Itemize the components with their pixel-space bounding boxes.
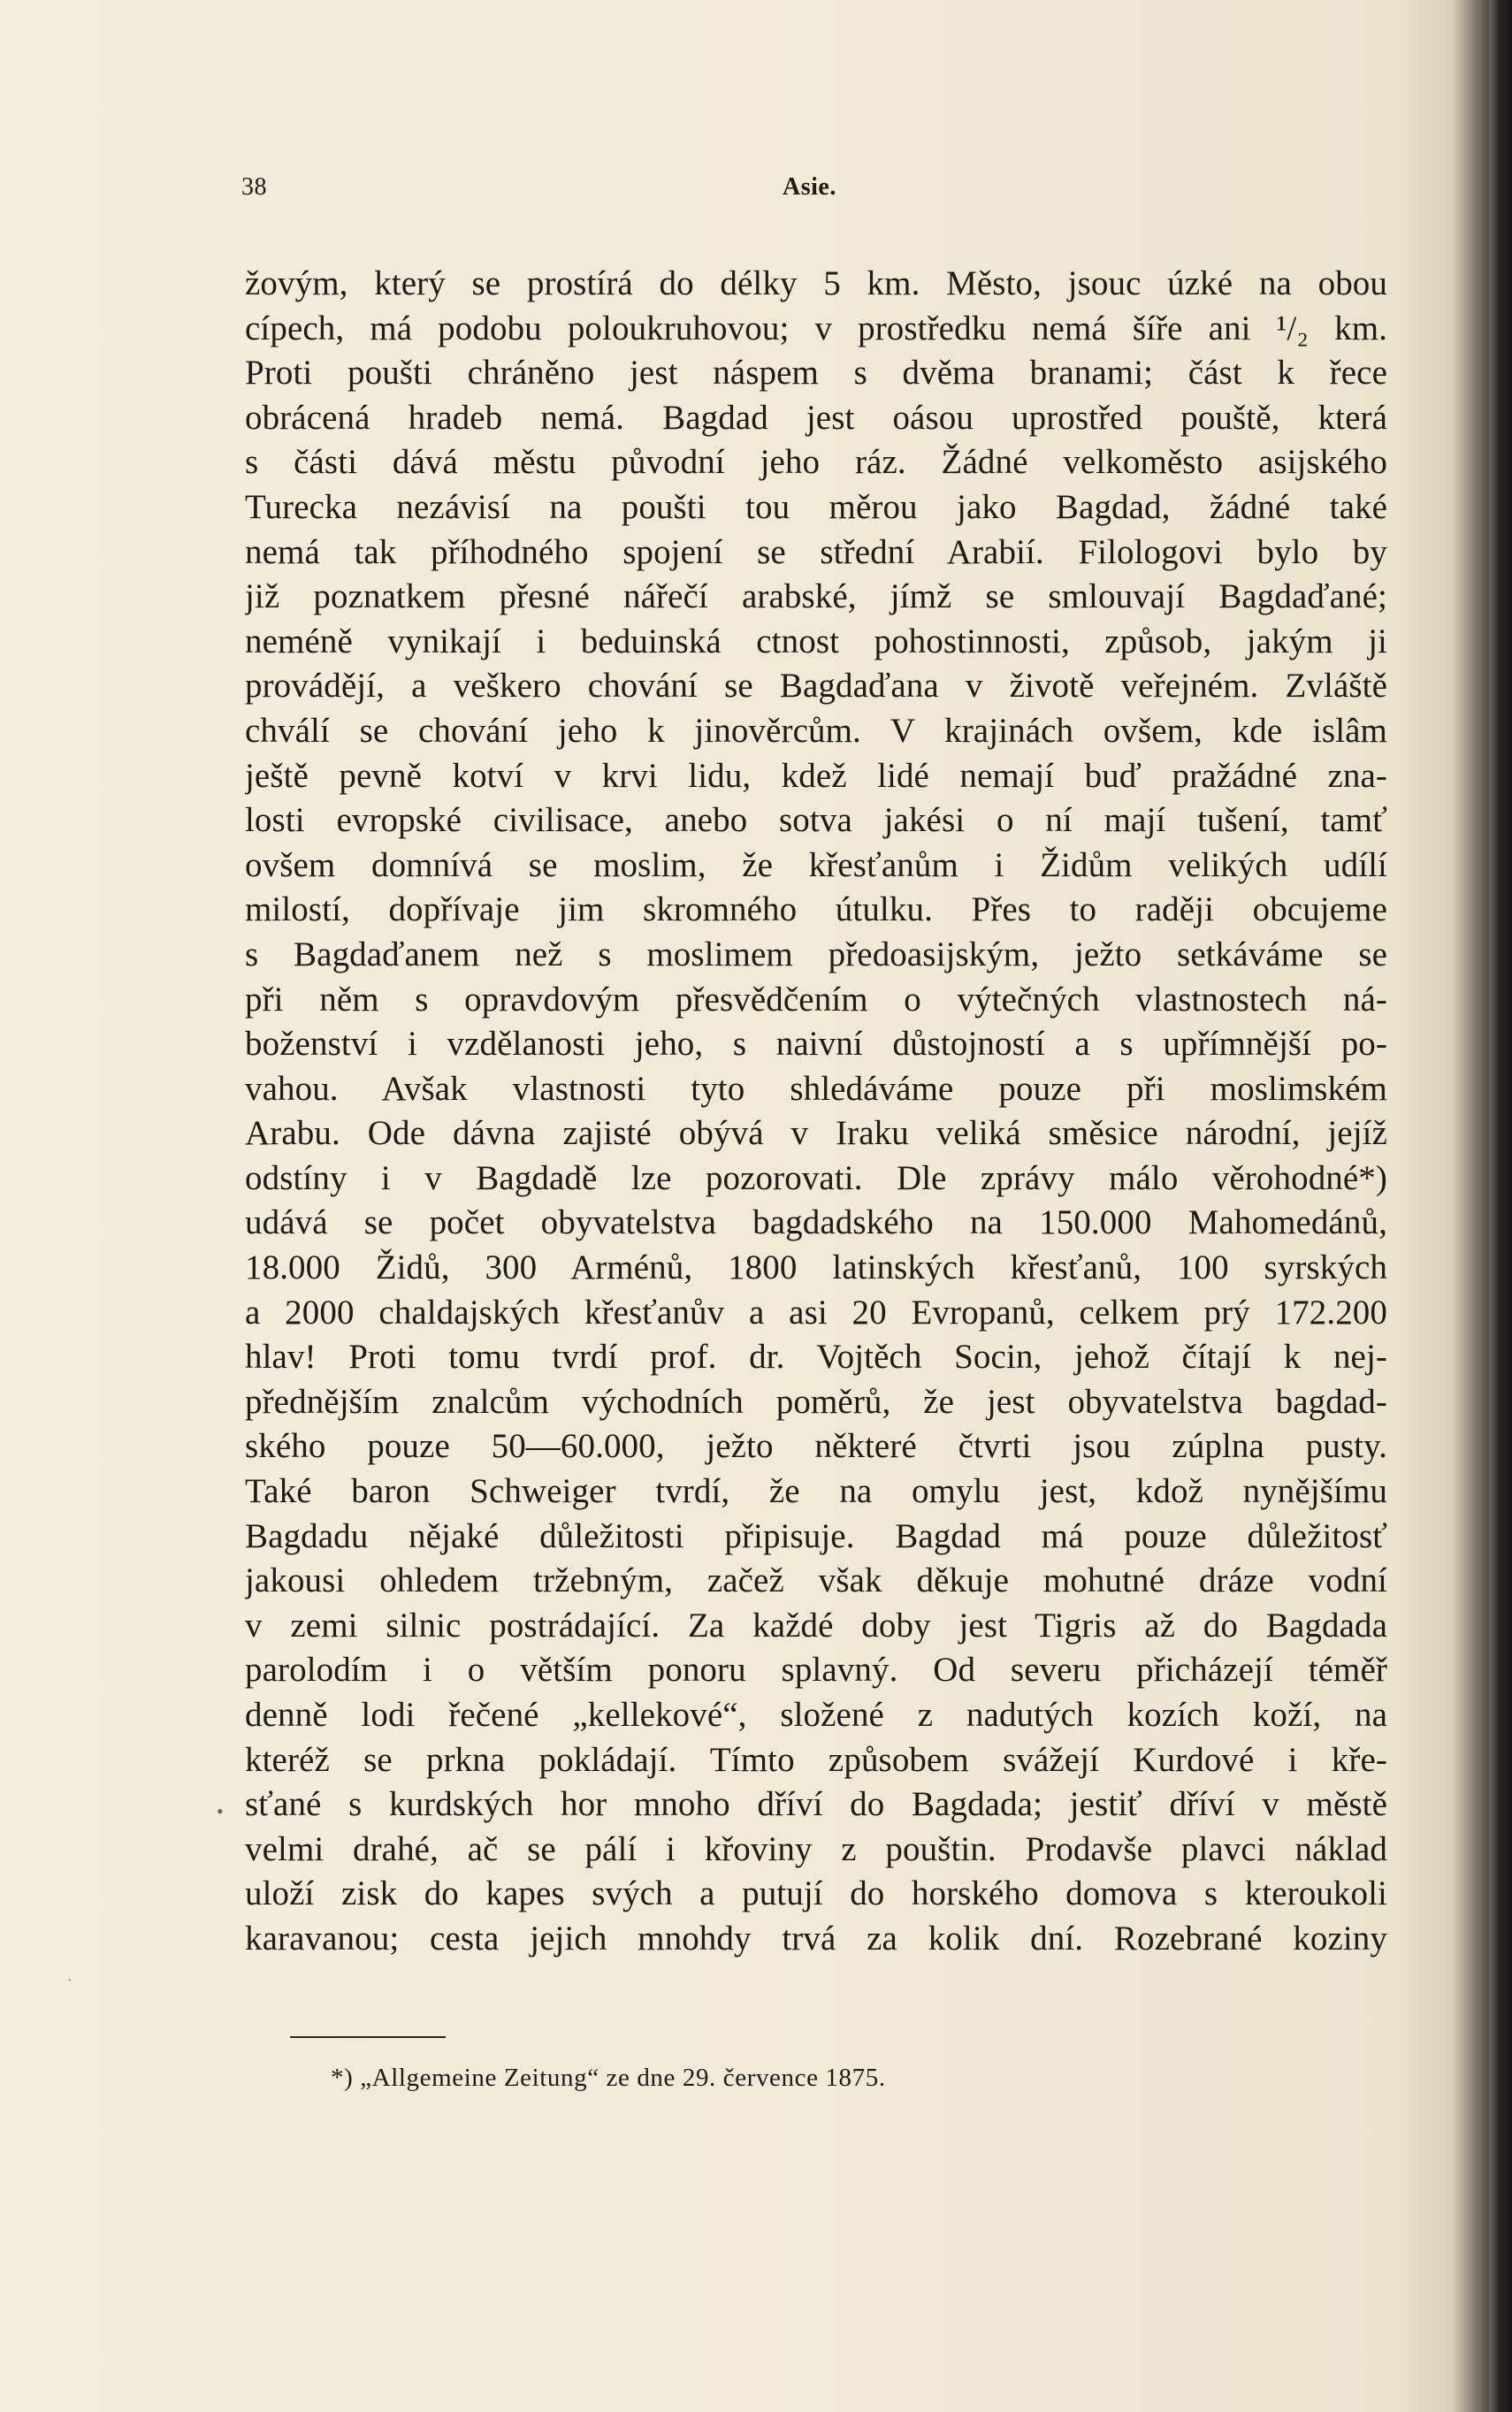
text-line: v zemi silnic postrádající. Za každé doby jest Tigris až do Bagdada [245,1606,1387,1645]
text-line: již poznatkem přesné nářečí arabské, jímž se smlouvají Bagdaďané; [245,577,1387,616]
text-line: Turecka nezávisí na poušti tou měrou jako Bagdad, žádné také [245,487,1387,526]
running-head: Asie. [783,173,836,201]
text-line: s části dává městu původní jeho ráz. Žádné velkoměsto asijského [245,443,1387,482]
text-line: s Bagdaďanem než s moslimem předoasijským, ježto setkáváme se [245,935,1387,973]
text-line: a 2000 chaldajských křesťanův a asi 20 Evropanů, celkem prý 172.200 [245,1293,1387,1332]
text-line: ovšem domnívá se moslim, že křesťanům i Židům velikých udílí [245,845,1387,884]
text-line: hlav! Proti tomu tvrdí prof. dr. Vojtěch Socin, jehož čítají k nej- [245,1338,1387,1377]
text-line: Arabu. Ode dávna zajisté obývá v Iraku veliká směsice národní, jejíž [245,1114,1387,1153]
footnote-rule [290,2036,446,2038]
text-line: chválí se chování jeho k jinověrcům. V krajinách ovšem, kde islâm [245,711,1387,750]
text-line: Také baron Schweiger tvrdí, že na omylu jest, kdož nynějšímu [245,1472,1387,1511]
text-line: 18.000 Židů, 300 Arménů, 1800 latinských křesťanů, 100 syrských [245,1248,1387,1287]
text-line: jakousi ohledem tržebným, začež však děkuje mohutné dráze vodní [245,1561,1387,1600]
text-line: žovým, který se prostírá do délky 5 km. Město, jsouc úzké na obou [245,264,1387,302]
text-line: boženství i vzdělanosti jeho, s naivní důstojností a s upřímnější po- [245,1025,1387,1064]
text-line: sťané s kurdských hor mnoho dříví do Bagdada; jestiť dříví v městě [245,1785,1387,1824]
text-line: vahou. Avšak vlastnosti tyto shledáváme pouze při moslimském [245,1069,1387,1108]
text-line: uloží zisk do kapes svých a putují do horského domova s kteroukoli [245,1874,1387,1913]
text-line: milostí, dopřívaje jim skromného útulku. Přes to raději obcujeme [245,890,1387,929]
text-line: přednějším znalcům východních poměrů, že jest obyvatelstva bagdad- [245,1382,1387,1421]
text-line: při něm s opravdovým přesvědčením o výtečných vlastnostech ná- [245,980,1387,1019]
text-line: Proti poušti chráněno jest náspem s dvěma branami; část k řece [245,354,1387,393]
margin-speck-mark: ˏ [67,1964,73,1981]
text-line: karavanou; cesta jejich mnohdy trvá za kolik dní. Rozebrané koziny [245,1919,1387,1958]
text-line: parolodím i o větším ponoru splavný. Od severu přicházejí téměř [245,1651,1387,1690]
text-line: kteréž se prkna pokládají. Tímto způsobem svážejí Kurdové i kře- [245,1740,1387,1779]
text-line: udává se počet obyvatelstva bagdadského na 150.000 Mahomedánů, [245,1203,1387,1242]
text-line: neméně vynikají i beduinská ctnost pohostinnosti, způsob, jakým ji [245,622,1387,660]
text-line: denně lodi řečené „kellekové“, složené z nadutých kozích koží, na [245,1696,1387,1734]
page-number: 38 [241,173,267,201]
text-line: cípech, má podobu poloukruhovou; v prostředku nemá šíře ani ¹/₂ km. [245,309,1387,347]
text-line: ského pouze 50—60.000, ježto některé čtvrti jsou zúplna pusty. [245,1427,1387,1466]
text-line: velmi drahé, ač se pálí i křoviny z pouštin. Prodavše plavci náklad [245,1829,1387,1868]
text-line: Bagdadu nějaké důležitosti připisuje. Bagdad má pouze důležitosť [245,1516,1387,1555]
footnote: *) „Allgemeine Zeitung“ ze dne 29. července 1875. [331,2064,886,2092]
book-spine-shadow [1489,0,1512,2412]
text-line: ještě pevně kotví v krvi lidu, kdež lidé nemají buď pražádné zna- [245,756,1387,795]
text-line: losti evropské civilisace, anebo sotva jakési o ní mají tušení, tamť [245,801,1387,840]
text-line: provádějí, a veškero chování se Bagdaďana v životě veřejném. Zvláště [245,667,1387,706]
text-line: obrácená hradeb nemá. Bagdad jest oásou uprostřed pouště, která [245,398,1387,437]
text-line: nemá tak příhodného spojení se střední Arabií. Filologovi bylo by [245,532,1387,571]
page-header [241,173,1386,209]
text-line: odstíny i v Bagdadě lze pozorovati. Dle zprávy málo věrohodné*) [245,1158,1387,1197]
body-text [245,262,1387,1962]
margin-dot-mark: • [217,1800,224,1822]
